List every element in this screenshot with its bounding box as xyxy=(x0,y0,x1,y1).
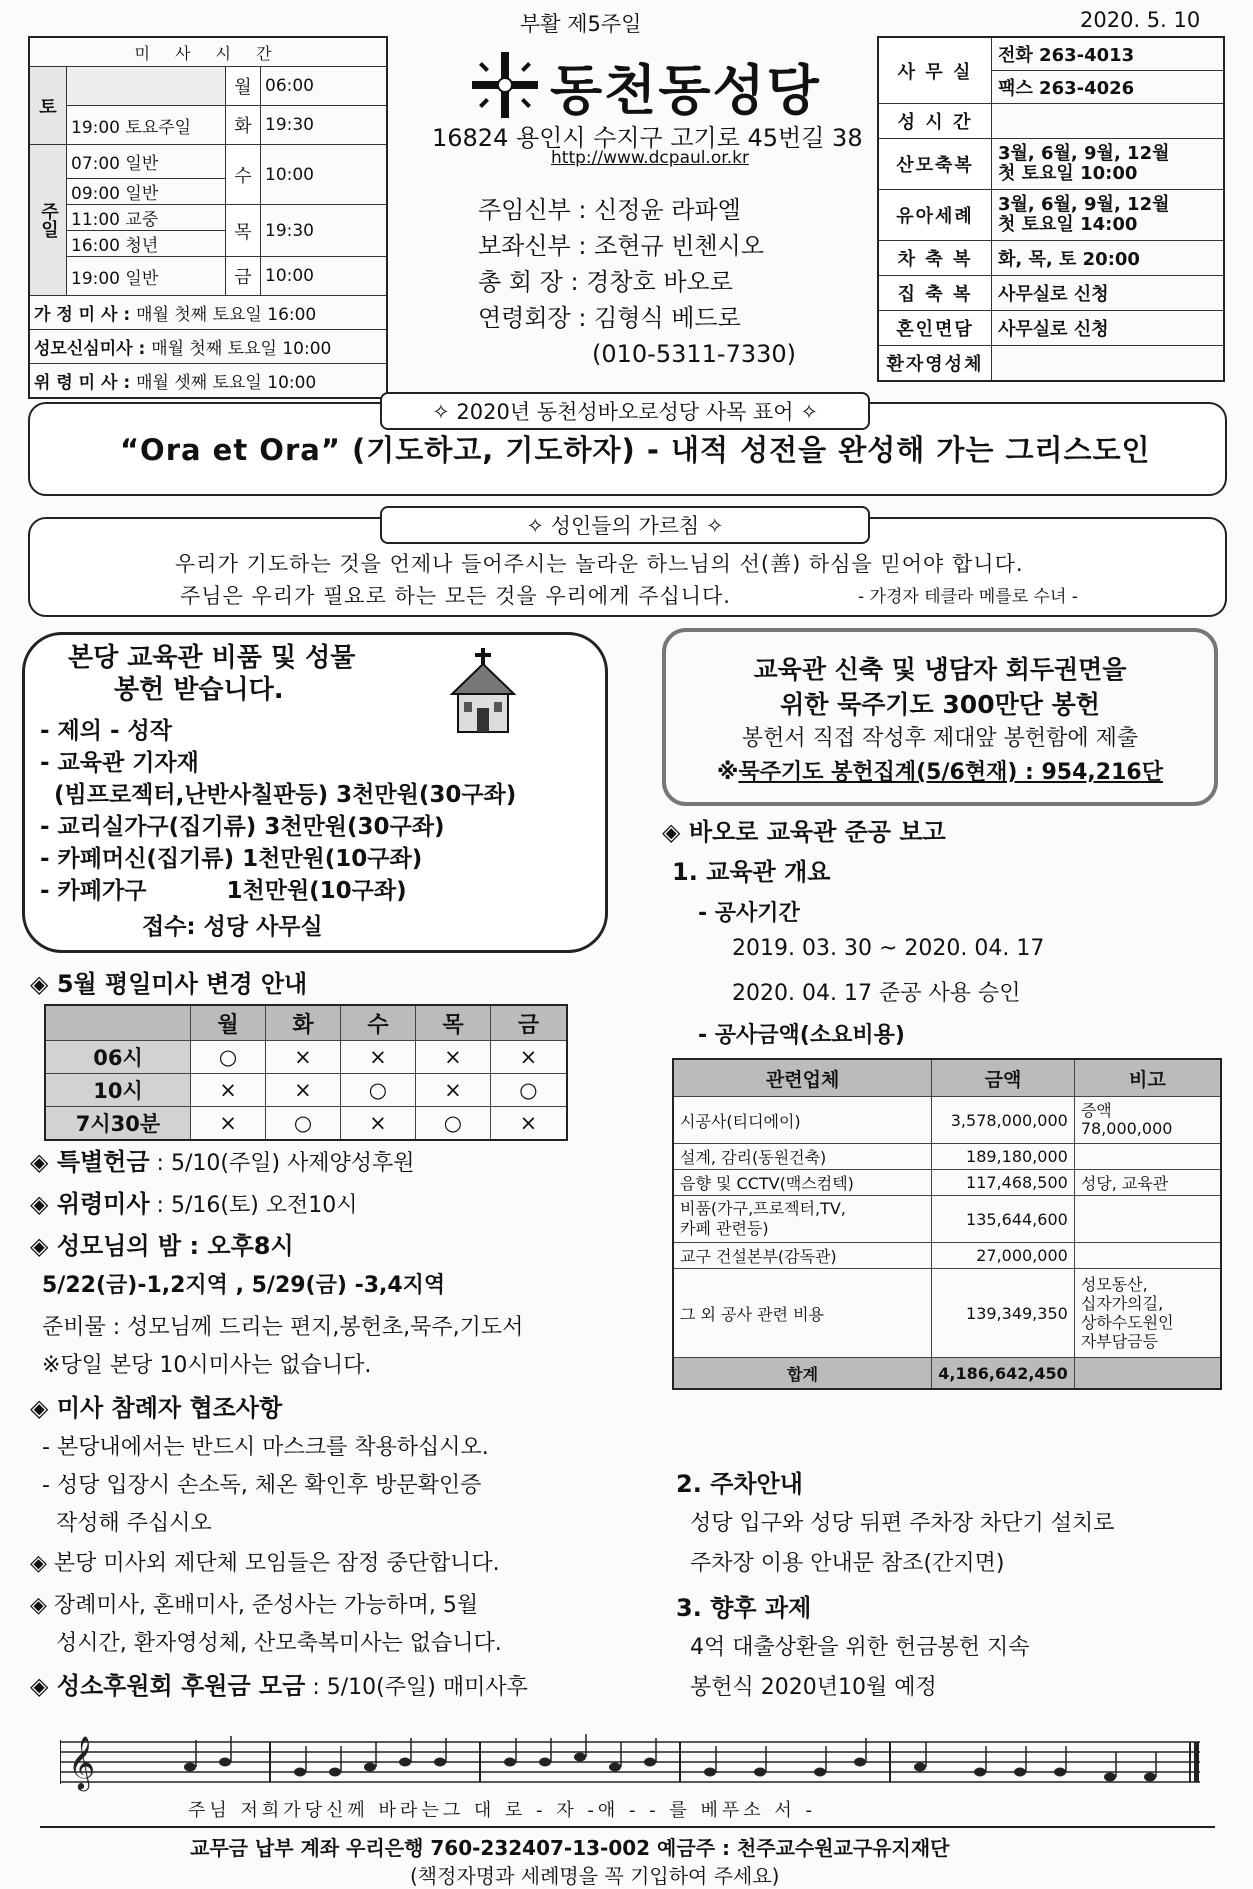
donation-item: - 교육관 기자재 xyxy=(40,750,199,776)
svg-text:𝄞: 𝄞 xyxy=(68,1735,96,1789)
table-row: 시공사(티디에이) 3,578,000,000 증액 78,000,000 xyxy=(673,1097,1221,1144)
construction-cost-table xyxy=(672,1058,1222,1390)
requiem-mass: ◈ 위령미사 : 5/16(토) 오전10시 xyxy=(30,1190,358,1218)
weekday-wed-time: 10:00 xyxy=(261,145,388,205)
special-mass-1: 가 정 미 사 : 매월 첫째 토요일 16:00 xyxy=(29,296,387,330)
donation-item: - 카페가구 1천만원(10구좌) xyxy=(40,878,407,904)
cooperation-item-1: - 본당내에서는 반드시 마스크를 착용하십시오. xyxy=(42,1435,489,1460)
staff-assistant: 보좌신부 : 조현규 빈첸시오 xyxy=(478,232,765,260)
motto-text: “Ora et Ora” (기도하고, 기도하자) - 내적 성전을 완성해 가는 그리스도인 xyxy=(120,433,1151,467)
staff-list xyxy=(478,192,796,372)
table-row-total: 합계 4,186,642,450 xyxy=(673,1358,1221,1390)
music-staff xyxy=(60,1732,1200,1792)
liturgical-season: 부활 제5주일 xyxy=(520,12,642,36)
parking-line-1: 성당 입구와 성당 뒤편 주차장 차단기 설치로 xyxy=(690,1511,1115,1536)
cooperation-item-4: ◈ 장례미사, 혼배미사, 준성사는 가능하며, 5월 xyxy=(30,1593,479,1618)
sick-communion-label: 환자영성체 xyxy=(878,346,992,382)
infant-baptism-label: 유아세례 xyxy=(878,190,992,241)
mass-schedule-title: 미 사 시 간 xyxy=(29,37,387,67)
report-section-1: 1. 교육관 개요 xyxy=(672,858,831,886)
sunday-time-5: 19:00 일반 xyxy=(67,257,226,296)
table-row: 06시 ○ × × × × xyxy=(45,1041,567,1074)
cooperation-title: ◈ 미사 참례자 협조사항 xyxy=(30,1394,283,1422)
church-logo-icon xyxy=(470,50,540,120)
table-row: 교구 건설본부(감독관) 27,000,000 xyxy=(673,1243,1221,1269)
donation-item: - 카페머신(집기류) 1천만원(10구좌) xyxy=(40,846,423,872)
period-dates: 2019. 03. 30 ~ 2020. 04. 17 xyxy=(732,936,1045,961)
sunday-time-2: 09:00 일반 xyxy=(67,179,226,205)
tithe-account-note: (책정자명과 세례명을 꼭 기입하여 주세요) xyxy=(410,1864,780,1888)
weekday-change-header: 수 xyxy=(340,1005,415,1041)
mary-night-prep: 준비물 : 성모님께 드리는 편지,봉헌초,묵주,기도서 xyxy=(42,1315,524,1340)
office-fax: 팩스 263-4026 xyxy=(992,71,1225,104)
mother-blessing-value: 3월, 6월, 9월, 12월 첫 토요일 10:00 xyxy=(992,139,1225,190)
weekday-thu-time: 19:30 xyxy=(261,205,388,257)
rosary-count: ※묵주기도 봉헌집계(5/6현재) : 954,216단 xyxy=(717,760,1163,785)
saint-teaching-line-1: 우리가 기도하는 것을 언제나 들어주시는 놀라운 하느님의 선(善) 하심을 믿어야 합니다. xyxy=(175,552,1024,576)
mass-schedule-table xyxy=(28,36,388,399)
marriage-interview-value: 사무실로 신청 xyxy=(992,311,1225,346)
weekday-change-table xyxy=(44,1004,568,1141)
mary-night-note: ※당일 본당 10시미사는 없습니다. xyxy=(42,1353,372,1378)
donation-item: - 교리실가구(집기류) 3천만원(30구좌) xyxy=(40,814,445,840)
cooperation-item-2: - 성당 입장시 손소독, 체온 확인후 방문확인증 xyxy=(42,1473,482,1498)
parking-line-2: 주차장 이용 안내문 참조(간지면) xyxy=(690,1551,1005,1576)
church-name: 동천동성당 xyxy=(550,59,821,122)
table-row: 7시30분 × ○ × ○ × xyxy=(45,1107,567,1141)
special-offering: ◈ 특별헌금 : 5/10(주일) 사제양성후원 xyxy=(30,1148,415,1176)
bulletin-date: 2020. 5. 10 xyxy=(1080,8,1201,32)
office-label: 사 무 실 xyxy=(878,37,992,104)
table-row: 그 외 공사 관련 비용 139,349,350 성모동산, 십자가의길, 상하수도원인 자부담금등 xyxy=(673,1269,1221,1358)
cooperation-item-2b: 작성해 주십시오 xyxy=(42,1511,212,1536)
donation-reception: 접수: 성당 사무실 xyxy=(142,914,323,940)
mary-night-dates: 5/22(금)-1,2지역 , 5/29(금) -3,4지역 xyxy=(42,1273,446,1298)
church-address: 16824 용인시 수지구 고기로 45번길 38 xyxy=(432,124,863,152)
cooperation-item-4b: 성시간, 환자영성체, 산모축복미사는 없습니다. xyxy=(42,1631,502,1656)
donation-title: 본당 교육관 비품 및 성물 봉헌 받습니다. xyxy=(68,643,356,705)
weekday-change-header: 월 xyxy=(191,1005,266,1041)
period-approval: 2020. 04. 17 준공 사용 승인 xyxy=(732,981,1021,1006)
car-blessing-value: 화, 목, 토 20:00 xyxy=(992,241,1225,276)
cooperation-item-3: ◈ 본당 미사외 제단체 모임들은 잠정 중단합니다. xyxy=(30,1551,500,1576)
motto-tag: ✧ 2020년 동천성바오로성당 사목 표어 ✧ xyxy=(380,392,870,430)
weekday-mon: 월 xyxy=(226,67,261,106)
tithe-account: 교무금 납부 계좌 우리은행 760-232407-13-002 예금주 : 천주교수원교구유지재단 xyxy=(190,1836,950,1860)
weekday-change-header: 목 xyxy=(415,1005,490,1041)
weekday-mon-time: 06:00 xyxy=(261,67,388,106)
hymn-lyrics: 주님 저희가당신께 바라는그 대 로 - 자 -애 - - 를 베푸소 서 - xyxy=(188,1800,817,1821)
weekday-thu: 목 xyxy=(226,205,261,257)
car-blessing-label: 차 축 복 xyxy=(878,241,992,276)
saint-teaching-line-2: 주님은 우리가 필요로 하는 모든 것을 우리에게 주십니다. xyxy=(180,584,731,608)
sunday-time-3: 11:00 교중 xyxy=(67,205,226,231)
office-phone: 전화 263-4013 xyxy=(992,37,1225,71)
cost-header: 관련업체 xyxy=(673,1059,932,1097)
saturday-time: 19:00 토요주일 xyxy=(67,106,226,145)
weekday-tue: 화 xyxy=(226,106,261,145)
vocation-support: ◈ 성소후원회 후원금 모금 : 5/10(주일) 매미사후 xyxy=(30,1672,528,1700)
weekday-wed: 수 xyxy=(226,145,261,205)
staff-pastor: 주임신부 : 신정윤 라파엘 xyxy=(478,196,741,224)
weekday-fri: 금 xyxy=(226,257,261,296)
holy-hour-label: 성 시 간 xyxy=(878,104,992,139)
weekday-fri-time: 10:00 xyxy=(261,257,388,296)
sunday-label: 주일 xyxy=(29,145,67,296)
donation-item: - 제의 - 성작 xyxy=(40,718,172,744)
weekday-change-title: ◈ 5월 평일미사 변경 안내 xyxy=(30,970,308,998)
saturday-label: 토 xyxy=(29,67,67,145)
staff-president: 총 회 장 : 경창호 바오로 xyxy=(478,268,733,296)
cost-header: 금액 xyxy=(932,1059,1075,1097)
rosary-line-2: 위한 묵주기도 300만단 봉헌 xyxy=(780,690,1100,719)
donation-item: (빔프로젝터,난반사칠판등) 3천만원(30구좌) xyxy=(54,782,517,808)
church-website-link[interactable]: http://www.dcpaul.or.kr xyxy=(551,148,749,168)
donation-items xyxy=(40,715,516,907)
table-row: 설계, 감리(동원건축) 189,180,000 xyxy=(673,1144,1221,1170)
weekday-change-header: 화 xyxy=(265,1005,340,1041)
rosary-line-1: 교육관 신축 및 냉담자 회두권면을 xyxy=(753,655,1127,684)
staff-funeral-head: 연령회장 : 김형식 베드로 xyxy=(478,304,741,332)
office-info-table xyxy=(877,36,1225,382)
report-title: ◈ 바오로 교육관 준공 보고 xyxy=(662,818,946,846)
house-blessing-label: 집 축 복 xyxy=(878,276,992,311)
mary-night-title: ◈ 성모님의 밤 : 오후8시 xyxy=(30,1232,294,1260)
special-mass-2: 성모신심미사 : 매월 첫째 토요일 10:00 xyxy=(29,330,387,364)
weekday-change-header xyxy=(45,1005,191,1041)
period-label: - 공사기간 xyxy=(698,901,800,926)
future-line-1: 4억 대출상환을 위한 헌금봉헌 지속 xyxy=(690,1635,1030,1660)
marriage-interview-label: 혼인면담 xyxy=(878,311,992,346)
report-section-3: 3. 향후 과제 xyxy=(676,1594,812,1622)
report-section-2: 2. 주차안내 xyxy=(676,1470,803,1498)
infant-baptism-value: 3월, 6월, 9월, 12월 첫 토요일 14:00 xyxy=(992,190,1225,241)
rosary-line-3: 봉헌서 직접 작성후 제대앞 봉헌함에 제출 xyxy=(741,726,1139,751)
sunday-time-1: 07:00 일반 xyxy=(67,145,226,179)
footer-divider xyxy=(40,1826,1215,1828)
table-row: 10시 × × ○ × ○ xyxy=(45,1074,567,1107)
saint-teaching-tag: ✧ 성인들의 가르침 ✧ xyxy=(380,506,870,544)
mother-blessing-label: 산모축복 xyxy=(878,139,992,190)
weekday-tue-time: 19:30 xyxy=(261,106,388,145)
weekday-change-header: 금 xyxy=(490,1005,567,1041)
table-row: 음향 및 CCTV(맥스컴텍) 117,468,500 성당, 교육관 xyxy=(673,1170,1221,1196)
cost-header: 비고 xyxy=(1074,1059,1221,1097)
table-row: 비품(가구,프로젝터,TV, 카페 관련등) 135,644,600 xyxy=(673,1196,1221,1243)
future-line-2: 봉헌식 2020년10월 예정 xyxy=(690,1675,937,1700)
saint-teaching-source: - 가경자 테클라 메를로 수녀 - xyxy=(858,587,1078,607)
staff-phone: (010-5311-7330) xyxy=(592,340,797,368)
sunday-time-4: 16:00 청년 xyxy=(67,231,226,257)
cost-label: - 공사금액(소요비용) xyxy=(698,1023,905,1048)
special-mass-3: 위 령 미 사 : 매월 셋째 토요일 10:00 xyxy=(29,364,387,399)
house-blessing-value: 사무실로 신청 xyxy=(992,276,1225,311)
